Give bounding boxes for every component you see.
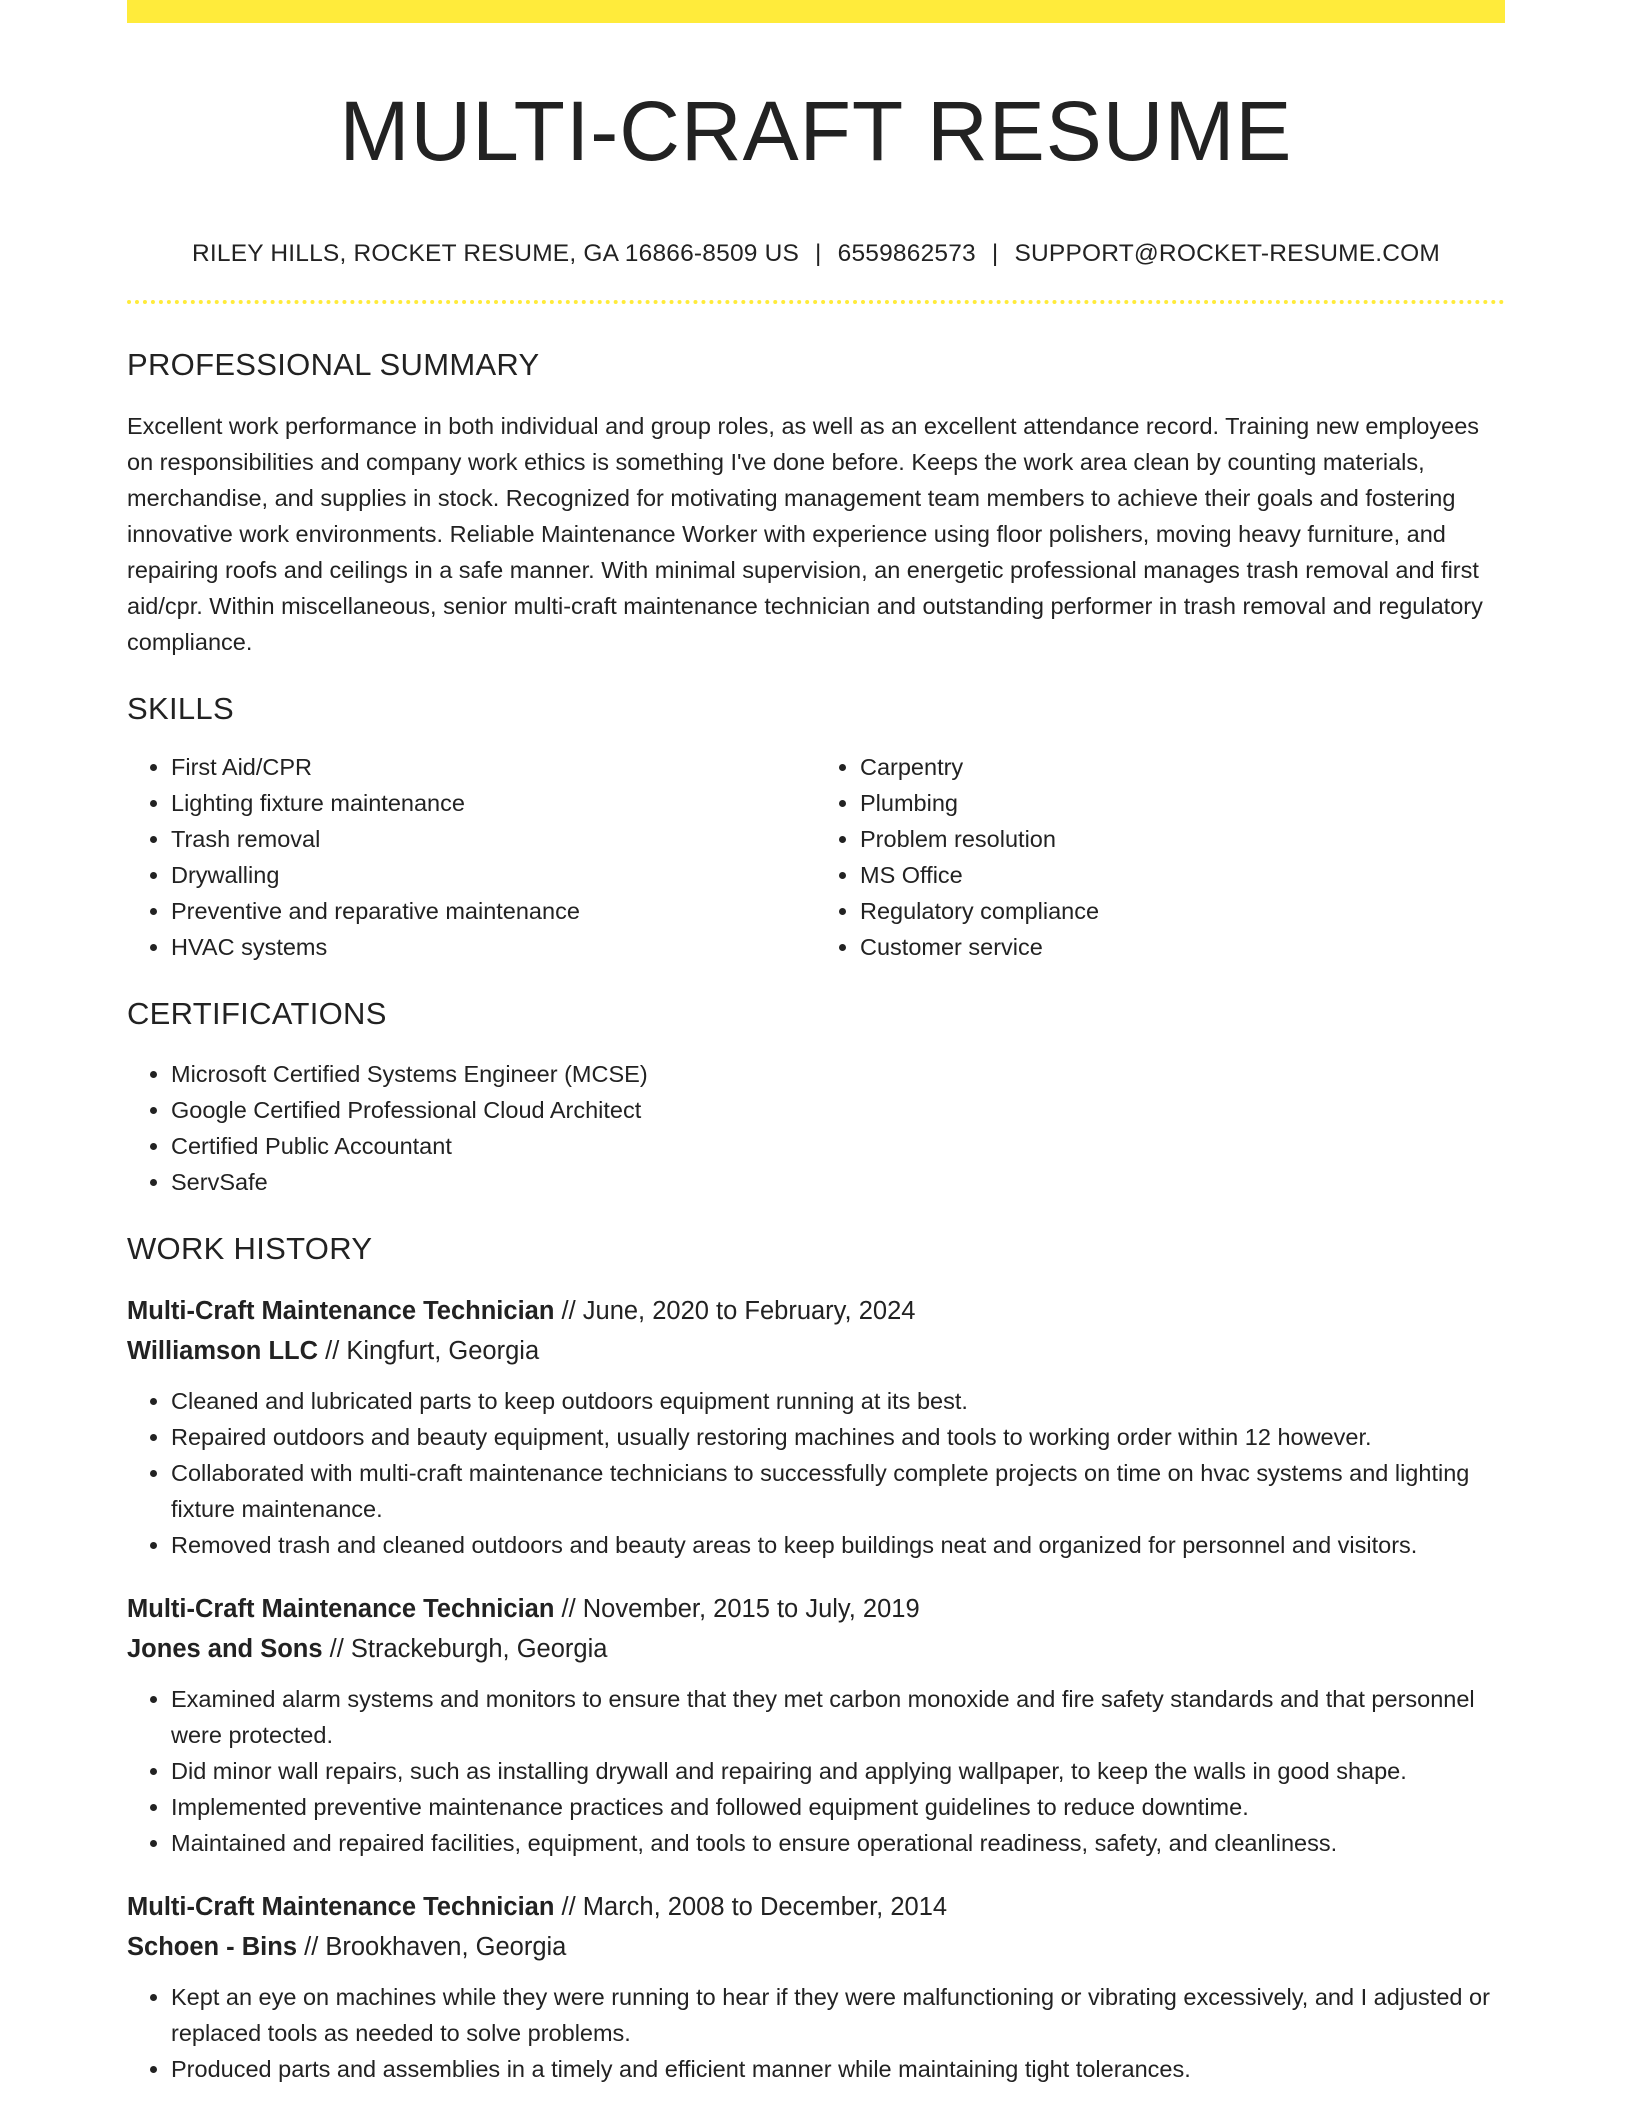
skill-item: • Plumbing xyxy=(860,785,1505,821)
skill-item: • Lighting fixture maintenance xyxy=(171,785,816,821)
contact-separator: | xyxy=(815,240,822,267)
job-company: Schoen - Bins xyxy=(127,1933,298,1962)
resume-page xyxy=(127,0,1505,2087)
skill-item: • Regulatory compliance xyxy=(860,893,1505,929)
job-bullet: • Examined alarm systems and monitors to ensure that they met carbon monoxide and fire safety standards and that personnel were protected. xyxy=(171,1681,1505,1753)
contact-line xyxy=(127,239,1505,268)
job-dates: // November, 2015 to July, 2019 xyxy=(554,1595,920,1624)
skill-item: • First Aid/CPR xyxy=(171,749,816,785)
skill-item: • Drywalling xyxy=(171,857,816,893)
job-bullets xyxy=(127,1383,1505,1563)
job-title-line xyxy=(127,1291,1505,1331)
job-company-line xyxy=(127,1927,1505,1967)
job-company-line xyxy=(127,1629,1505,1669)
contact-separator: | xyxy=(991,240,999,267)
skills-column-left xyxy=(127,749,816,965)
certification-item: • Microsoft Certified Systems Engineer (MCSE) xyxy=(171,1056,1505,1092)
contact-address: RILEY HILLS, ROCKET RESUME, GA 16866-8509 US xyxy=(191,240,800,267)
summary-heading: PROFESSIONAL SUMMARY xyxy=(127,347,540,383)
job-bullets xyxy=(127,1979,1505,2087)
job-role: Multi-Craft Maintenance Technician xyxy=(127,1893,555,1922)
job-title-line xyxy=(127,1887,1505,1927)
skill-item: • HVAC systems xyxy=(171,929,816,965)
job-dates: // June, 2020 to February, 2024 xyxy=(554,1297,916,1326)
job-entry xyxy=(127,1887,1505,2087)
job-bullet: • Maintained and repaired facilities, equipment, and tools to ensure operational readiness, safety, and cleanliness. xyxy=(171,1825,1505,1861)
job-dates: // March, 2008 to December, 2014 xyxy=(554,1893,948,1922)
job-bullets xyxy=(127,1681,1505,1861)
job-bullet: • Implemented preventive maintenance practices and followed equipment guidelines to reduce downtime. xyxy=(171,1789,1505,1825)
contact-phone: 6559862573 xyxy=(837,240,976,267)
certification-item: • Google Certified Professional Cloud Architect xyxy=(171,1092,1505,1128)
dotted-divider xyxy=(127,300,1505,304)
certification-item: • Certified Public Accountant xyxy=(171,1128,1505,1164)
job-bullet: • Collaborated with multi-craft maintenance technicians to successfully complete projects on time on hvac systems and lighting fixture maintenance. xyxy=(171,1455,1505,1527)
skill-item: • Trash removal xyxy=(171,821,816,857)
skills-column-right xyxy=(816,749,1505,965)
job-entry xyxy=(127,1291,1505,1563)
work-history-heading: WORK HISTORY xyxy=(127,1230,373,1266)
job-bullet: • Kept an eye on machines while they were running to hear if they were malfunctioning or vibrating excessively, and I adjusted or replaced tools as needed to solve problems. xyxy=(171,1979,1505,2051)
skills-list xyxy=(127,749,1505,965)
job-role: Multi-Craft Maintenance Technician xyxy=(127,1297,555,1326)
job-bullet: • Did minor wall repairs, such as installing drywall and repairing and applying wallpaper, to keep the walls in good shape. xyxy=(171,1753,1505,1789)
skill-item: • Customer service xyxy=(860,929,1505,965)
skill-item: • MS Office xyxy=(860,857,1505,893)
job-bullet: • Cleaned and lubricated parts to keep outdoors equipment running at its best. xyxy=(171,1383,1505,1419)
contact-email: SUPPORT@ROCKET-RESUME.COM xyxy=(1014,240,1441,267)
skill-item: • Problem resolution xyxy=(860,821,1505,857)
accent-bar xyxy=(127,0,1505,23)
job-location: // Kingfurt, Georgia xyxy=(318,1337,540,1366)
job-company: Williamson LLC xyxy=(127,1337,319,1366)
job-entry xyxy=(127,1589,1505,1861)
skills-heading: SKILLS xyxy=(127,690,234,726)
job-title-line xyxy=(127,1589,1505,1629)
skill-item: • Preventive and reparative maintenance xyxy=(171,893,816,929)
certification-item: • ServSafe xyxy=(171,1164,1505,1200)
summary-text: Excellent work performance in both individual and group roles, as well as an excellent attendance record. Training new employees on responsibilities and company work ethics is something I've done before. Keeps the work area clean by counting materials, merchandise, and supplies in stock. Recognized for motivating management team members to achieve their goals and fostering innovative work environments. Reliable Maintenance Worker with experience using floor polishers, moving heavy furniture, and repairing roofs and ceilings in a safe manner. With minimal supervision, an energetic professional manages trash removal and first aid/cpr. Within miscellaneous, senior multi-craft maintenance technician and outstanding performer in trash removal and regulatory compliance. xyxy=(127,412,1483,655)
skill-item: • Carpentry xyxy=(860,749,1505,785)
job-location: // Strackeburgh, Georgia xyxy=(322,1635,608,1664)
job-role: Multi-Craft Maintenance Technician xyxy=(127,1595,555,1624)
job-location: // Brookhaven, Georgia xyxy=(297,1933,567,1962)
certifications-list xyxy=(127,1056,1505,1200)
job-bullet: • Removed trash and cleaned outdoors and beauty areas to keep buildings neat and organized for personnel and visitors. xyxy=(171,1527,1505,1563)
job-company-line xyxy=(127,1331,1505,1371)
job-bullet: • Produced parts and assemblies in a timely and efficient manner while maintaining tight tolerances. xyxy=(171,2051,1505,2087)
job-bullet: • Repaired outdoors and beauty equipment, usually restoring machines and tools to working order within 12 however. xyxy=(171,1419,1505,1455)
resume-title: MULTI-CRAFT RESUME xyxy=(339,84,1293,178)
certifications-heading: CERTIFICATIONS xyxy=(127,995,387,1031)
job-company: Jones and Sons xyxy=(127,1635,323,1664)
